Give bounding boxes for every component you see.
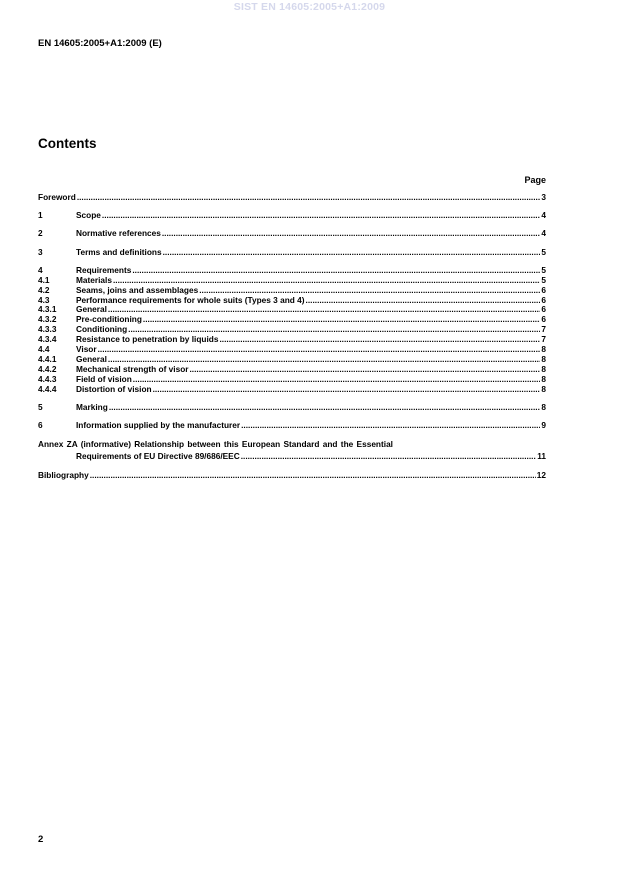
toc-entry-page: 7 bbox=[541, 334, 546, 345]
table-of-contents bbox=[38, 193, 546, 481]
toc-leader-dots bbox=[162, 229, 541, 239]
toc-leader-dots bbox=[153, 385, 541, 395]
toc-leader-dots bbox=[77, 193, 541, 203]
toc-entry-number: 4.3.2 bbox=[38, 314, 57, 325]
contents-title: Contents bbox=[38, 136, 97, 151]
toc-entry-title: Distortion of vision bbox=[76, 383, 152, 394]
toc-entry-number: 1 bbox=[38, 210, 43, 221]
toc-entry-page: 4 bbox=[541, 228, 546, 239]
toc-entry-foreword[interactable] bbox=[38, 193, 546, 203]
toc-entry-title: Pre-conditioning bbox=[76, 314, 142, 325]
annex-title-line2: Requirements of EU Directive 89/686/EEC bbox=[76, 450, 240, 461]
toc-entry-page: 3 bbox=[541, 192, 546, 202]
toc-entry-page: 4 bbox=[541, 210, 546, 221]
toc-entry-number: 4.4.2 bbox=[38, 363, 57, 374]
toc-entry-title: Visor bbox=[76, 344, 97, 355]
toc-entry-number: 4.3.3 bbox=[38, 324, 57, 335]
toc-entry-page: 6 bbox=[541, 314, 546, 325]
annex-title-line2-row bbox=[38, 451, 546, 463]
toc-entry-page: 6 bbox=[541, 284, 546, 295]
toc-entry[interactable] bbox=[38, 266, 546, 276]
toc-entry-number: 4.4 bbox=[38, 344, 50, 355]
toc-entry-title: Terms and definitions bbox=[76, 246, 162, 257]
toc-entry[interactable] bbox=[38, 403, 546, 413]
toc-entry-number: 4.4.4 bbox=[38, 383, 57, 394]
toc-leader-dots bbox=[190, 365, 541, 375]
toc-entry-page: 8 bbox=[541, 363, 546, 374]
page-number: 2 bbox=[38, 834, 44, 845]
toc-entry-number: 4.3.4 bbox=[38, 334, 57, 345]
toc-entry-page: 5 bbox=[541, 274, 546, 285]
toc-leader-dots bbox=[163, 248, 541, 258]
toc-entry-number: 4 bbox=[38, 264, 43, 275]
toc-entry-page: 11 bbox=[537, 450, 546, 461]
toc-leader-dots bbox=[241, 451, 537, 463]
toc-entry[interactable] bbox=[38, 296, 546, 306]
toc-leader-dots bbox=[241, 421, 540, 431]
page-column-label: Page bbox=[524, 175, 546, 185]
toc-entry-title: General bbox=[76, 304, 107, 315]
toc-entry-title: Materials bbox=[76, 274, 112, 285]
toc-leader-dots bbox=[219, 335, 540, 345]
toc-entry-page: 9 bbox=[541, 420, 546, 431]
toc-entry-page: 7 bbox=[541, 324, 546, 335]
toc-leader-dots bbox=[98, 345, 541, 355]
toc-entry[interactable] bbox=[38, 421, 546, 431]
toc-entry-page: 8 bbox=[541, 344, 546, 355]
toc-entry[interactable] bbox=[38, 335, 546, 345]
toc-entry-page: 5 bbox=[541, 246, 546, 257]
watermark: SIST EN 14605:2005+A1:2009 bbox=[233, 1, 386, 13]
toc-entry-title: Foreword bbox=[38, 192, 76, 202]
toc-entry-title: Mechanical strength of visor bbox=[76, 363, 189, 374]
toc-entry-title: General bbox=[76, 353, 107, 364]
toc-leader-dots bbox=[306, 296, 541, 306]
toc-entry-page: 12 bbox=[536, 469, 546, 480]
toc-entry-number: 6 bbox=[38, 420, 43, 431]
toc-leader-dots bbox=[143, 315, 540, 325]
toc-entry[interactable] bbox=[38, 229, 546, 239]
toc-entry-number: 3 bbox=[38, 246, 43, 257]
toc-entry[interactable] bbox=[38, 211, 546, 221]
toc-entry[interactable] bbox=[38, 248, 546, 258]
toc-entry-page: 6 bbox=[541, 294, 546, 305]
toc-entry-annex-za[interactable] bbox=[38, 439, 546, 462]
toc-entry-number: 4.3.1 bbox=[38, 304, 57, 315]
toc-entry-title: Seams, joins and assemblages bbox=[76, 284, 199, 295]
document-id: EN 14605:2005+A1:2009 (E) bbox=[38, 38, 162, 49]
toc-entry-page: 6 bbox=[541, 304, 546, 315]
toc-entry[interactable] bbox=[38, 385, 546, 395]
toc-entry-number: 4.1 bbox=[38, 274, 50, 285]
toc-entry-title: Information supplied by the manufacturer bbox=[76, 420, 241, 431]
toc-entry-title: Marking bbox=[76, 401, 108, 412]
toc-entry-number: 4.4.3 bbox=[38, 373, 57, 384]
toc-entry-number: 4.2 bbox=[38, 284, 50, 295]
toc-entry-page: 8 bbox=[541, 373, 546, 384]
toc-entry-number: 5 bbox=[38, 401, 43, 412]
toc-entry-title: Scope bbox=[76, 210, 101, 221]
toc-entry-title: Field of vision bbox=[76, 373, 132, 384]
toc-leader-dots bbox=[108, 305, 540, 315]
toc-entry-number: 2 bbox=[38, 228, 43, 239]
toc-entry-title: Resistance to penetration by liquids bbox=[76, 334, 219, 345]
toc-entry-title: Requirements bbox=[76, 264, 132, 275]
toc-entry-title: Normative references bbox=[76, 228, 161, 239]
toc-entry-page: 5 bbox=[541, 264, 546, 275]
toc-entry-bibliography[interactable] bbox=[38, 471, 546, 481]
toc-entry-title: Bibliography bbox=[38, 469, 89, 480]
toc-leader-dots bbox=[109, 403, 541, 413]
toc-entry-number: 4.3 bbox=[38, 294, 50, 305]
toc-leader-dots bbox=[133, 375, 541, 385]
toc-leader-dots bbox=[90, 471, 536, 481]
toc-entry-title: Performance requirements for whole suits (Types 3 and 4) bbox=[76, 294, 305, 305]
toc-entry-page: 8 bbox=[541, 383, 546, 394]
toc-entry-number: 4.4.1 bbox=[38, 353, 57, 364]
annex-title-line1: Annex ZA (informative) Relationship between this European Standard and the Essential bbox=[38, 439, 393, 450]
toc-entry[interactable] bbox=[38, 345, 546, 355]
toc-leader-dots bbox=[102, 211, 540, 221]
toc-entry-title: Conditioning bbox=[76, 324, 128, 335]
toc-leader-dots bbox=[132, 266, 540, 276]
toc-entry-page: 8 bbox=[541, 401, 546, 412]
toc-entry-page: 8 bbox=[541, 353, 546, 364]
